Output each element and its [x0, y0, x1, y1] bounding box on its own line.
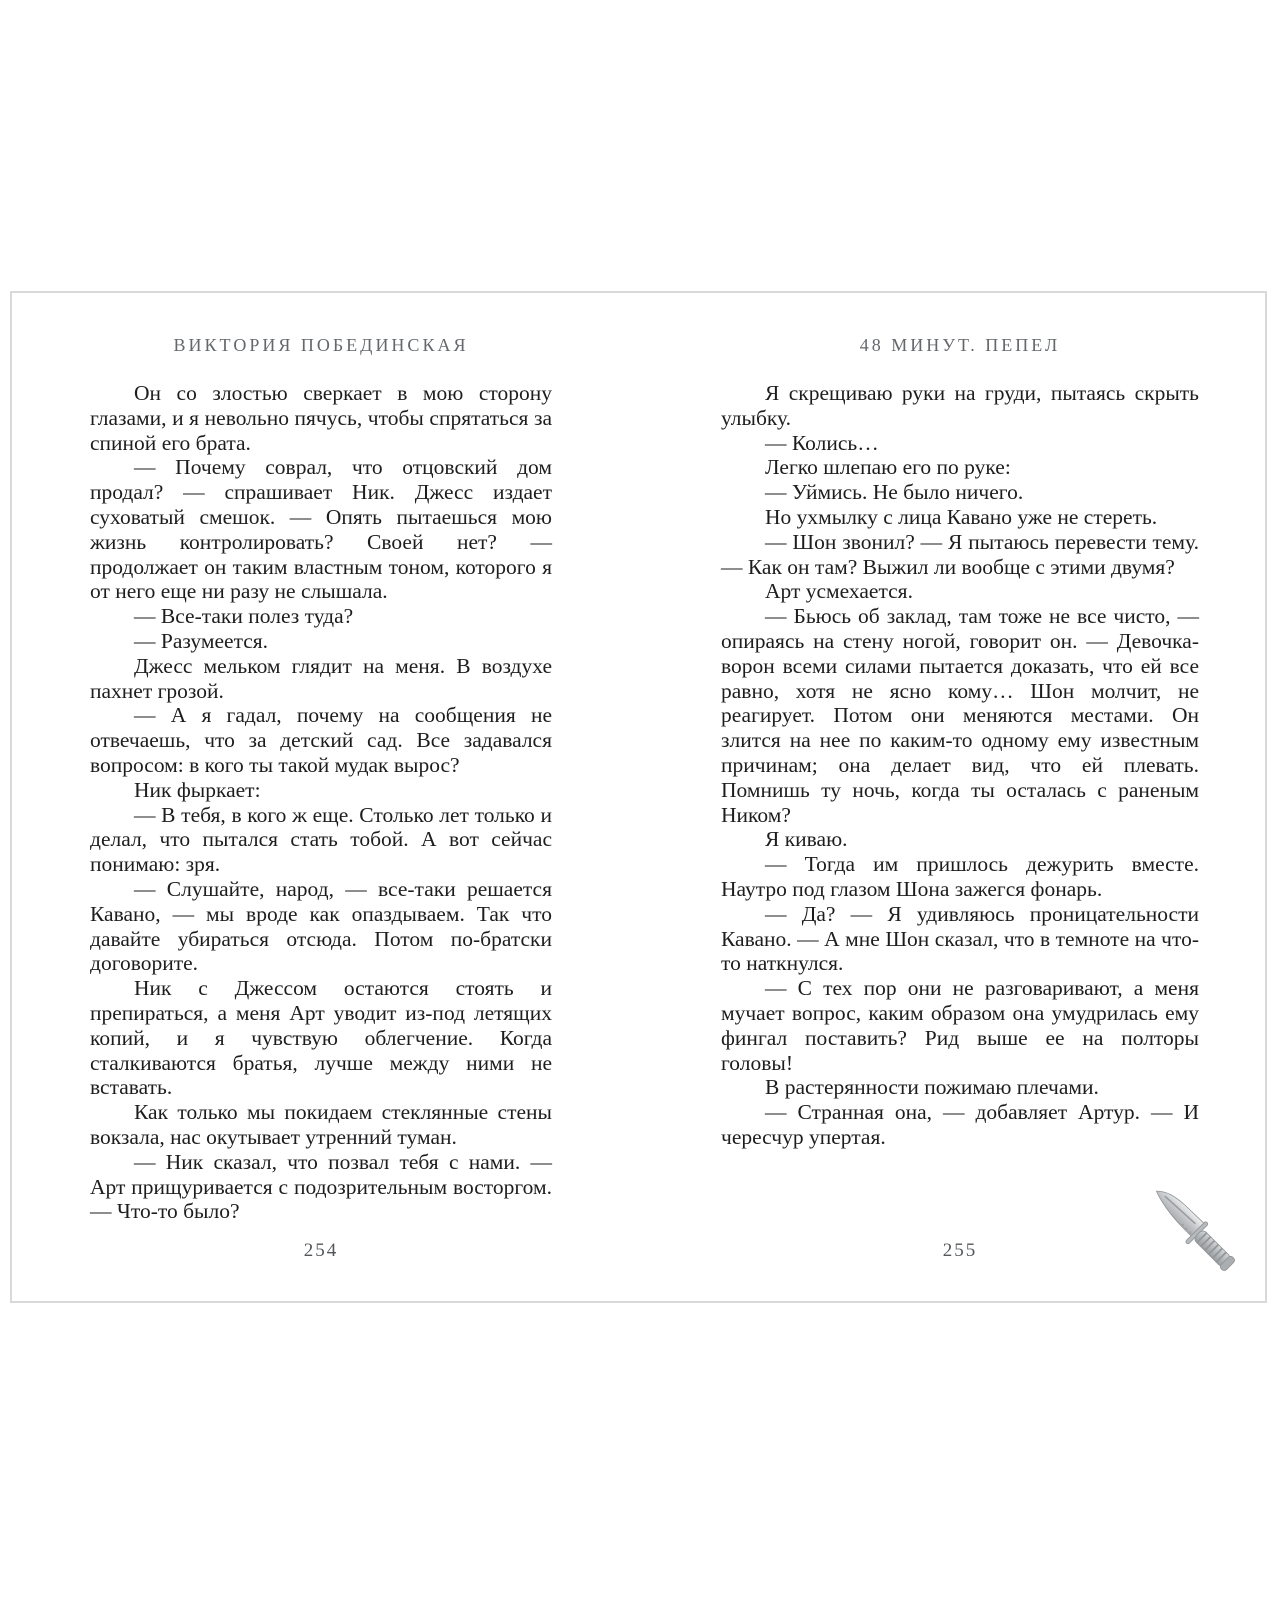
paragraph: Арт усмехается.: [765, 579, 913, 604]
page-left: [90, 293, 552, 1301]
paragraph: Но ухмылку с лица Кавано уже не стереть.: [765, 504, 1158, 529]
paragraph: Он со злостью сверкает в мою сторону глазами, и я невольно пячусь, чтобы спрятаться за спиной его брата.: [90, 381, 552, 455]
paragraph: — Тогда им пришлось дежурить вместе. Наутро под глазом Шона зажегся фонарь.: [721, 852, 1199, 901]
paragraph: — Ник сказал, что позвал тебя с нами. — Арт прищуривается с подозрительным восторгом. — Что-то было?: [90, 1149, 552, 1224]
paragraph: — А я гадал, почему на сообщения не отвечаешь, что за детский сад. Все задавался вопросом: в кого ты такой мудак вырос?: [90, 703, 552, 777]
paragraph: — Почему соврал, что отцовский дом продал? — спрашивает Ник. Джесс издает суховатый смешок. — Опять пытаешься мою жизнь контролировать? Своей нет? — продолжает он таким властным тоном, которого я от него еще ни разу не слышала.: [90, 455, 552, 604]
book-spread-frame: [10, 291, 1267, 1303]
paragraph: — Все-таки полез туда?: [134, 604, 354, 629]
paragraph: Я скрещиваю руки на груди, пытаясь скрыть улыбку.: [721, 381, 1199, 430]
paragraph: В растерянности пожимаю плечами.: [765, 1075, 1099, 1100]
paragraph: — Слушайте, народ, — все-таки решается Кавано, — мы вроде как опаздываем. Так что давайте убираться отсюда. Потом по-братски договорите.: [90, 876, 552, 976]
paragraph: Я киваю.: [765, 827, 848, 852]
running-header-title: 48 МИНУТ. ПЕПЕЛ: [859, 335, 1061, 355]
paragraph: — С тех пор они не разговаривают, а меня мучает вопрос, каким образом она умудрилась ему фингал поставить? Рид выше ее на полторы головы!: [721, 976, 1199, 1075]
page-right: [721, 293, 1199, 1301]
paragraph: — В тебя, в кого ж еще. Столько лет только и делал, что пытался стать тобой. А вот сейчас понимаю: зря.: [90, 802, 552, 877]
paragraph: — Уймись. Не было ничего.: [765, 480, 1024, 505]
page-left-body-text: [90, 381, 552, 1224]
knife-icon: [1141, 1183, 1247, 1277]
paragraph: — Колись…: [765, 430, 879, 455]
running-header-author: ВИКТОРИЯ ПОБЕДИНСКАЯ: [173, 335, 469, 355]
paragraph: — Да? — Я удивляюсь проницательности Кавано. — А мне Шон сказал, что в темноте на что-то наткнулся.: [721, 901, 1199, 976]
paragraph: Ник фыркает:: [134, 777, 261, 802]
paragraph: — Разумеется.: [134, 628, 269, 653]
page-right-body-text: [721, 381, 1199, 1150]
paragraph: — Странная она, — добавляет Артур. — И чересчур упертая.: [721, 1100, 1199, 1149]
paragraph: Ник с Джессом остаются стоять и препираться, а меня Арт уводит из-под летящих копий, и я чувствую облегчение. Когда сталкиваются братья, лучше между ними не вставать.: [90, 976, 552, 1100]
paragraph: — Шон звонил? — Я пытаюсь перевести тему. — Как он там? Выжил ли вообще с этими двумя?: [721, 529, 1199, 579]
paragraph: Как только мы покидаем стеклянные стены вокзала, нас окутывает утренний туман.: [90, 1100, 552, 1149]
paragraph: Джесс мельком глядит на меня. В воздухе пахнет грозой.: [90, 653, 552, 703]
page-number-left: 254: [303, 1240, 339, 1261]
paragraph: Легко шлепаю его по руке:: [765, 455, 1011, 480]
paragraph: — Бьюсь об заклад, там тоже не все чисто, — опираясь на стену ногой, говорит он. — Девочка-ворон всеми силами пытается доказать, что ей все равно, хотя не ясно кому… Шон молчит, не реагирует. Потом они меняются местами. Он злится на нее по каким-то одному ему известным причинам; она делает вид, что ей плевать. Помнишь ту ночь, когда ты осталась с раненым Ником?: [721, 604, 1199, 827]
page-number-right: 255: [942, 1240, 978, 1261]
